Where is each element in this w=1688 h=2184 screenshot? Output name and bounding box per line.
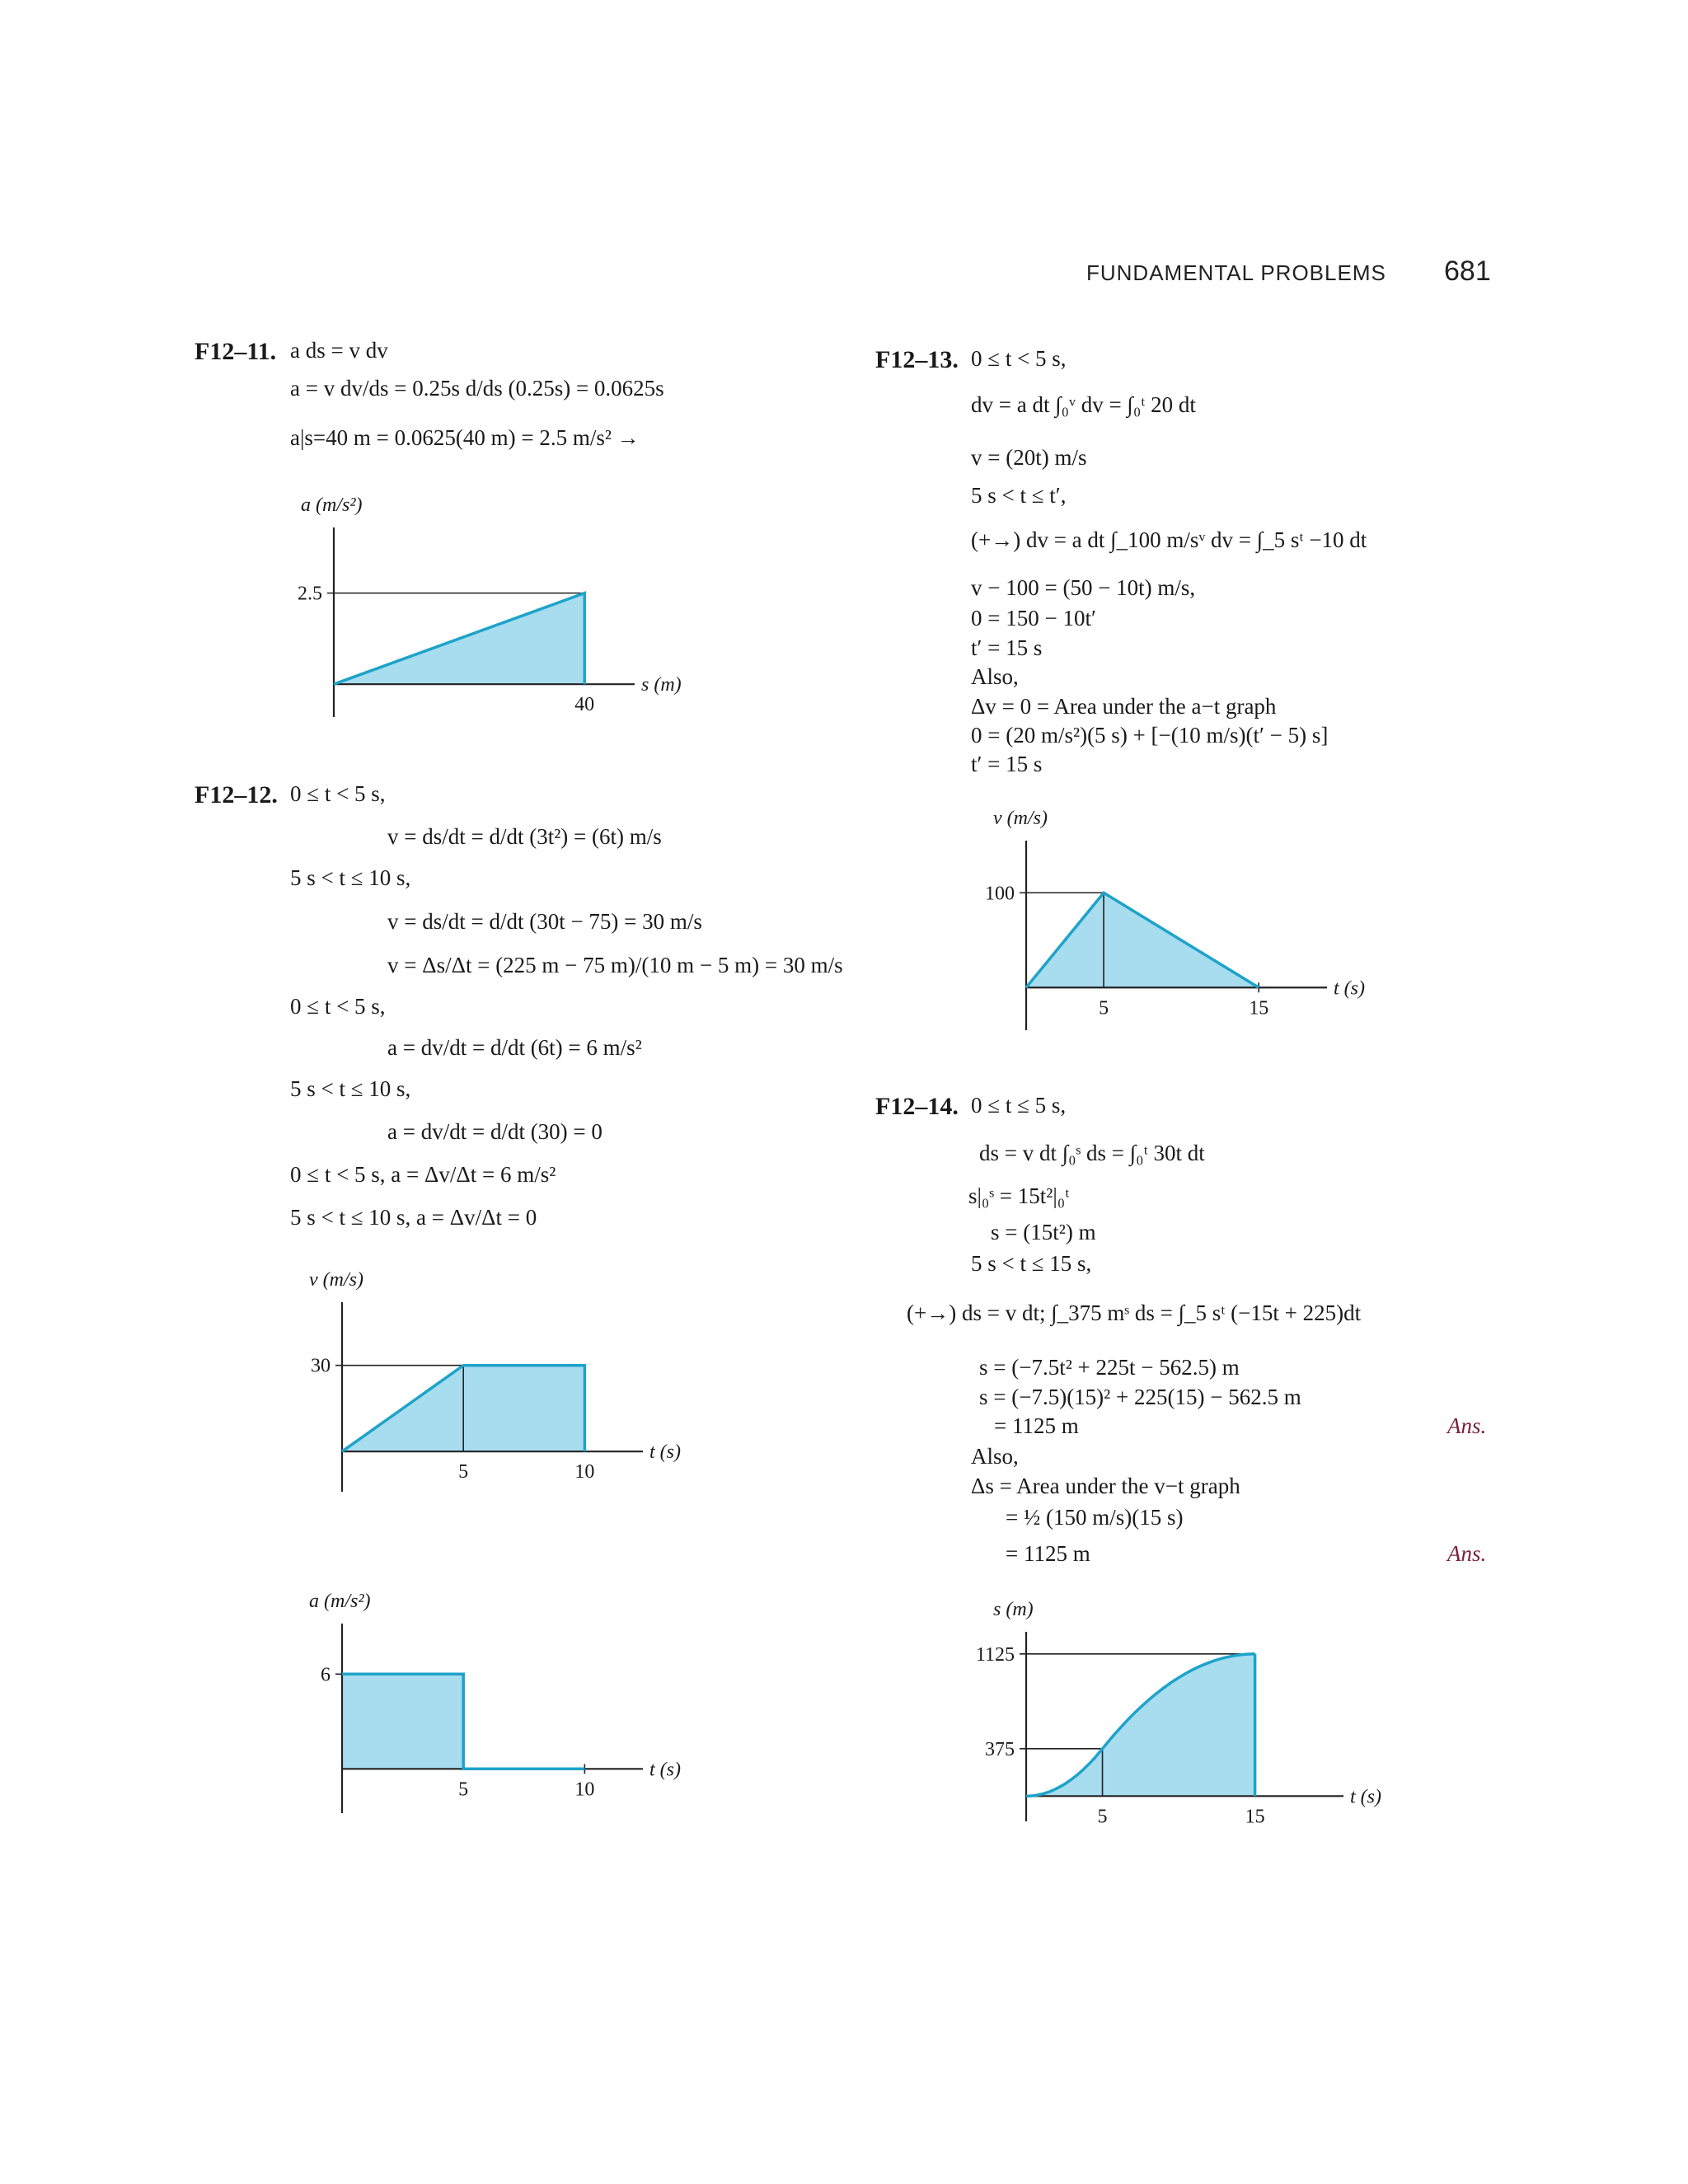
equation-line: a ds = v dv xyxy=(290,338,388,363)
chart-f12-12-a-t xyxy=(288,1566,717,1863)
chart-axes xyxy=(334,527,635,717)
equation-line: Also, xyxy=(971,1444,1019,1469)
chart-ytick-1125: 1125 xyxy=(975,1643,1015,1666)
chart-ylabel: a (m/s²) xyxy=(301,494,363,516)
chart-ytick-100: 100 xyxy=(985,883,1015,905)
equation-line: a = v dv/ds = 0.25s d/ds (0.25s) = 0.0625s xyxy=(290,376,664,401)
chart-area-fill xyxy=(1026,893,1259,987)
equation-line: v = ds/dt = d/dt (30t − 75) = 30 m/s xyxy=(387,909,702,934)
chart-xtick-5: 5 xyxy=(458,1779,469,1801)
equation-line: 0 ≤ t < 5 s, xyxy=(971,346,1067,371)
answer-marker: Ans. xyxy=(1447,1413,1487,1438)
equation-line: = 1125 m xyxy=(994,1413,1079,1438)
chart-f12-11 xyxy=(280,470,709,766)
equation-line: 5 s < t ≤ 10 s, xyxy=(290,865,411,890)
chart-ylabel: a (m/s²) xyxy=(309,1591,371,1612)
equation-line: a|s=40 m = 0.0625(40 m) = 2.5 m/s² → xyxy=(290,425,640,450)
equation-line: t′ = 15 s xyxy=(971,635,1043,660)
chart-ytick-6: 6 xyxy=(321,1664,331,1686)
problem-label-f12-13: F12–13. xyxy=(875,346,959,373)
running-title: FUNDAMENTAL PROBLEMS xyxy=(1086,260,1386,285)
equation-line: a = dv/dt = d/dt (6t) = 6 m/s² xyxy=(387,1035,642,1060)
equation-line: s = (15t²) m xyxy=(991,1220,1096,1244)
equation-line: 0 ≤ t ≤ 5 s, xyxy=(971,1093,1067,1118)
problem-label-f12-14: F12–14. xyxy=(875,1093,959,1120)
equation-line: v − 100 = (50 − 10t) m/s, xyxy=(971,575,1196,600)
equation-line: 0 ≤ t < 5 s, xyxy=(290,994,386,1019)
equation-line: s|₀ˢ = 15t²|₀ᵗ xyxy=(968,1183,1070,1208)
chart-xlabel: t (s) xyxy=(1334,977,1365,1000)
answer-marker: Ans. xyxy=(1447,1541,1487,1566)
chart-xtick-5: 5 xyxy=(1099,997,1109,1019)
equation-line: a = dv/dt = d/dt (30) = 0 xyxy=(387,1119,603,1144)
equation-line: (+→) ds = v dt; ∫_375 mˢ ds = ∫_5 sᵗ (−15t + 225)dt xyxy=(907,1301,1362,1325)
equation-line: s = (−7.5)(15)² + 225(15) − 562.5 m xyxy=(979,1385,1301,1409)
chart-ytick-2.5: 2.5 xyxy=(298,583,322,605)
chart-f12-13-v-t xyxy=(973,783,1401,1080)
chart-f12-14-s-t xyxy=(973,1574,1418,1871)
chart-f12-12-v-t xyxy=(288,1244,717,1541)
equation-line: Δs = Area under the v−t graph xyxy=(971,1474,1240,1498)
equation-line: 5 s < t ≤ 10 s, a = Δv/Δt = 0 xyxy=(290,1205,537,1230)
chart-xtick-15: 15 xyxy=(1245,1806,1265,1828)
chart-xtick-15: 15 xyxy=(1249,997,1269,1019)
problem-label-f12-11: F12–11. xyxy=(195,338,277,365)
equation-line: 5 s < t ≤ 10 s, xyxy=(290,1076,411,1101)
chart-ylabel: s (m) xyxy=(993,1599,1034,1620)
chart-xlabel: t (s) xyxy=(1350,1786,1381,1808)
chart-xtick-10: 10 xyxy=(574,1461,595,1483)
chart-xtick-5: 5 xyxy=(1097,1806,1108,1828)
equation-line: 0 = (20 m/s²)(5 s) + [−(10 m/s)(t′ − 5) s] xyxy=(971,723,1329,748)
chart-ytick-375: 375 xyxy=(985,1738,1015,1760)
chart-ytick-30: 30 xyxy=(311,1355,331,1377)
equation-line: t′ = 15 s xyxy=(971,752,1043,776)
equation-line: v = ds/dt = d/dt (3t²) = (6t) m/s xyxy=(387,824,662,849)
chart-ylabel: v (m/s) xyxy=(993,808,1048,829)
chart-xtick-40: 40 xyxy=(574,694,595,716)
equation-line: ds = v dt ∫₀ˢ ds = ∫₀ᵗ 30t dt xyxy=(979,1141,1205,1165)
chart-xlabel: t (s) xyxy=(649,1759,681,1781)
equation-line: v = Δs/Δt = (225 m − 75 m)/(10 m − 5 m) = 30 m/s xyxy=(387,953,843,977)
equation-line: = 1125 m xyxy=(1006,1541,1090,1566)
chart-xtick-10: 10 xyxy=(574,1779,595,1801)
equation-line: 0 = 150 − 10t′ xyxy=(971,606,1096,630)
equation-line: (+→) dv = a dt ∫_100 m/sᵛ dv = ∫_5 sᵗ −10 dt xyxy=(971,527,1367,552)
equation-line: dv = a dt ∫₀ᵛ dv = ∫₀ᵗ 20 dt xyxy=(971,392,1196,417)
equation-line: Also, xyxy=(971,664,1019,689)
equation-line: 5 s < t ≤ 15 s, xyxy=(971,1251,1092,1276)
page-number: 681 xyxy=(1444,255,1491,287)
problem-label-f12-12: F12–12. xyxy=(195,781,278,808)
equation-line: 0 ≤ t < 5 s, xyxy=(290,781,386,806)
chart-ylabel: v (m/s) xyxy=(309,1269,363,1291)
equation-line: v = (20t) m/s xyxy=(971,445,1087,470)
equation-line: s = (−7.5t² + 225t − 562.5) m xyxy=(979,1355,1240,1380)
chart-area-fill xyxy=(1026,1654,1255,1797)
equation-line: 5 s < t ≤ t′, xyxy=(971,483,1067,508)
equation-line: 0 ≤ t < 5 s, a = Δv/Δt = 6 m/s² xyxy=(290,1162,556,1187)
equation-line: = ½ (150 m/s)(15 s) xyxy=(1006,1505,1184,1530)
chart-xtick-5: 5 xyxy=(458,1461,469,1483)
equation-line: Δv = 0 = Area under the a−t graph xyxy=(971,694,1277,719)
chart-xlabel: t (s) xyxy=(649,1441,681,1464)
chart-xlabel: s (m) xyxy=(641,674,682,696)
